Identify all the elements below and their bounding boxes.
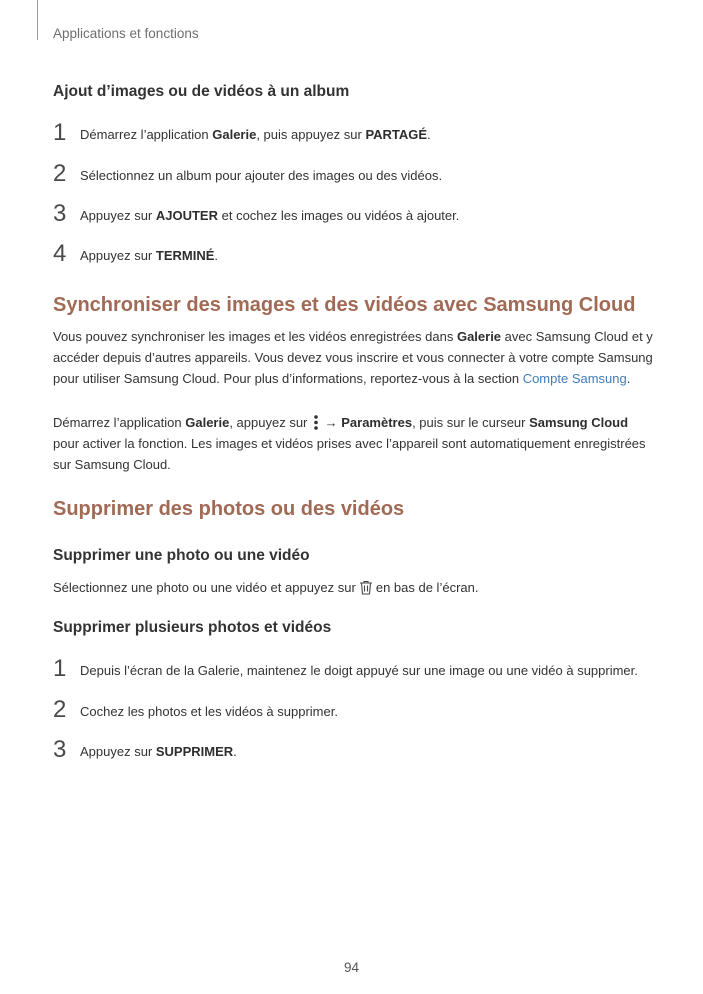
- step-text: Appuyez sur TERMINÉ.: [80, 248, 218, 263]
- trash-icon: [359, 580, 373, 595]
- step-text: Démarrez l’application Galerie, puis appuyez sur PARTAGÉ.: [80, 127, 431, 142]
- step-text: Cochez les photos et les vidéos à supprimer.: [80, 704, 338, 719]
- page-number: 94: [343, 960, 360, 975]
- delete-multiple-heading: Supprimer plusieurs photos et vidéos: [53, 619, 332, 636]
- album-step-1: [53, 120, 663, 148]
- sync-paragraph: Vous pouvez synchroniser les images et les vidéos enregistrées dans Galerie avec Samsung Cloud et y accéder depuis d’autres appareils. Vous devez vous inscrire et vous connecter à votre compte Samsung pour utiliser Samsung Cloud. Pour plus d’informations, reportez-vous à la section Compte Samsung.: [53, 329, 653, 386]
- step-number: 3: [53, 736, 67, 763]
- margin-rule: [37, 0, 38, 40]
- delete-step-1: [53, 656, 663, 684]
- sync-instructions: Démarrez l’application Galerie, appuyez sur → Paramètres, puis sur le curseur Samsung Cloud pour activer la fonction. Les images et vidéos prises avec l’appareil sont automatiquement enregistrées sur Samsung Cloud.: [53, 415, 646, 472]
- step-number: 3: [53, 200, 67, 227]
- delete-single-text: Sélectionnez une photo ou une vidéo et appuyez sur en bas de l’écran.: [53, 580, 479, 595]
- step-number: 1: [53, 119, 67, 146]
- album-step-2: [53, 161, 663, 189]
- step-number: 2: [53, 696, 67, 723]
- delete-step-3: [53, 737, 663, 765]
- compte-samsung-link[interactable]: Compte Samsung: [522, 371, 627, 386]
- step-text: Appuyez sur SUPPRIMER.: [80, 744, 237, 759]
- step-number: 1: [53, 655, 67, 682]
- step-number: 4: [53, 240, 67, 267]
- delete-step-2: [53, 697, 663, 725]
- more-options-icon: [312, 415, 320, 430]
- step-text: Sélectionnez un album pour ajouter des images ou des vidéos.: [80, 168, 443, 183]
- step-text: Appuyez sur AJOUTER et cochez les images ou vidéos à ajouter.: [80, 208, 460, 223]
- album-step-4: [53, 241, 663, 269]
- delete-section-heading: Supprimer des photos ou des vidéos: [53, 498, 405, 520]
- delete-single-heading: Supprimer une photo ou une vidéo: [53, 547, 310, 564]
- page-header: Applications et fonctions: [53, 26, 199, 41]
- sync-section-heading: Synchroniser des images et des vidéos avec Samsung Cloud: [53, 294, 636, 316]
- add-to-album-heading: Ajout d’images ou de vidéos à un album: [53, 83, 350, 100]
- step-text: Depuis l’écran de la Galerie, maintenez le doigt appuyé sur une image ou une vidéo à supprimer.: [80, 663, 638, 678]
- album-step-3: [53, 201, 663, 229]
- step-number: 2: [53, 160, 67, 187]
